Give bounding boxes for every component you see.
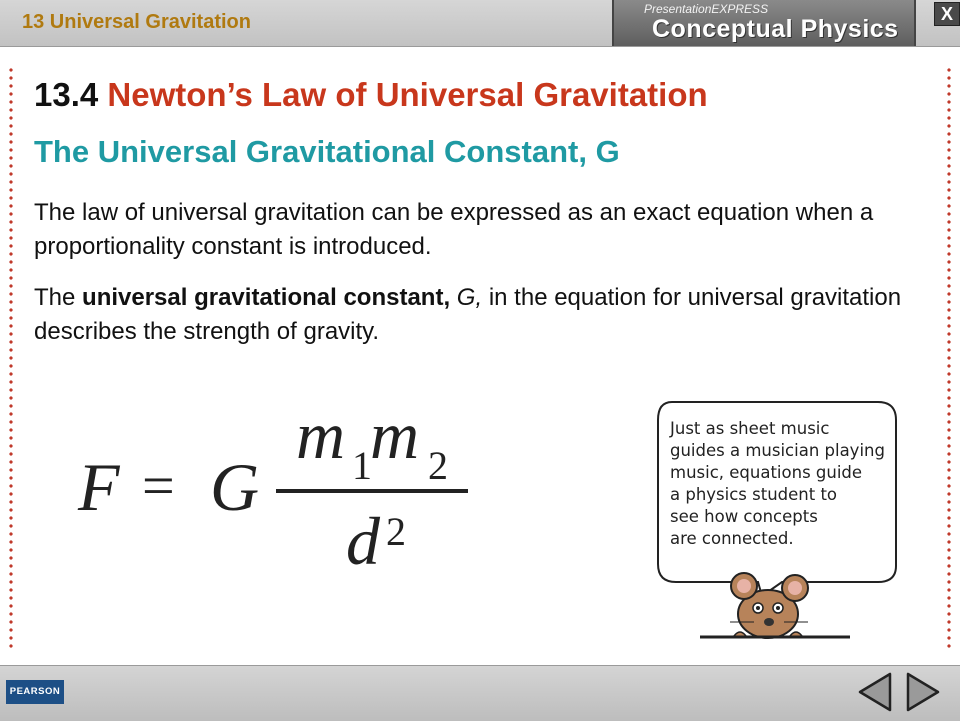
callout-line-5: see how concepts	[670, 507, 818, 526]
callout-line-4: a physics student to	[670, 485, 838, 504]
chapter-title: 13 Universal Gravitation	[22, 11, 251, 33]
close-button[interactable]: X	[934, 2, 960, 26]
previous-slide-button[interactable]	[856, 670, 894, 714]
equation-subscript-2: 2	[428, 443, 448, 488]
paragraph-2-italic: G,	[450, 284, 483, 311]
equation-equals: =	[142, 453, 175, 518]
next-slide-button[interactable]	[904, 670, 942, 714]
dotted-border-left	[9, 66, 13, 650]
equation-exponent: 2	[386, 509, 406, 554]
paragraph-2	[34, 281, 914, 349]
equation-force: F	[78, 449, 120, 525]
top-bar	[0, 0, 960, 47]
paragraph-2-bold: universal gravitational constant,	[82, 284, 451, 311]
paragraph-1: The law of universal gravitation can be expressed as an exact equation when a proportionality constant is introduced.	[34, 199, 874, 260]
brand-line2: Conceptual Physics	[652, 15, 899, 43]
bottom-bar	[0, 665, 960, 721]
brand-line1: PresentationEXPRESS	[644, 2, 769, 16]
brand-logo	[612, 0, 916, 46]
equation-mass-1: m	[296, 397, 346, 473]
callout-line-6: are connected.	[670, 529, 794, 548]
equation-constant: G	[210, 449, 260, 525]
gravitation-equation	[70, 397, 490, 600]
callout-line-2: guides a musician playing	[670, 441, 885, 460]
equation-mass-2: m	[370, 397, 420, 473]
paragraph-2-suffix: in the equation for universal gravitation describes the strength of gravity.	[34, 284, 902, 345]
dotted-border-right	[947, 66, 951, 650]
pearson-logo: PEARSON	[6, 680, 64, 704]
callout-line-1: Just as sheet music	[670, 419, 830, 438]
section-heading	[34, 76, 708, 114]
arrow-right-icon	[908, 674, 938, 710]
callout-line-3: music, equations guide	[670, 463, 863, 482]
arrow-left-icon	[860, 674, 890, 710]
callout-text	[670, 418, 895, 550]
equation-fraction-bar	[276, 489, 468, 493]
paragraph-2-prefix: The	[34, 284, 83, 311]
equation-subscript-1: 1	[352, 443, 372, 488]
section-number: 13.4	[34, 76, 99, 113]
subheading: The Universal Gravitational Constant, G	[34, 134, 620, 169]
equation-distance: d	[346, 503, 380, 579]
section-title: Newton’s Law of Universal Gravitation	[107, 76, 708, 113]
